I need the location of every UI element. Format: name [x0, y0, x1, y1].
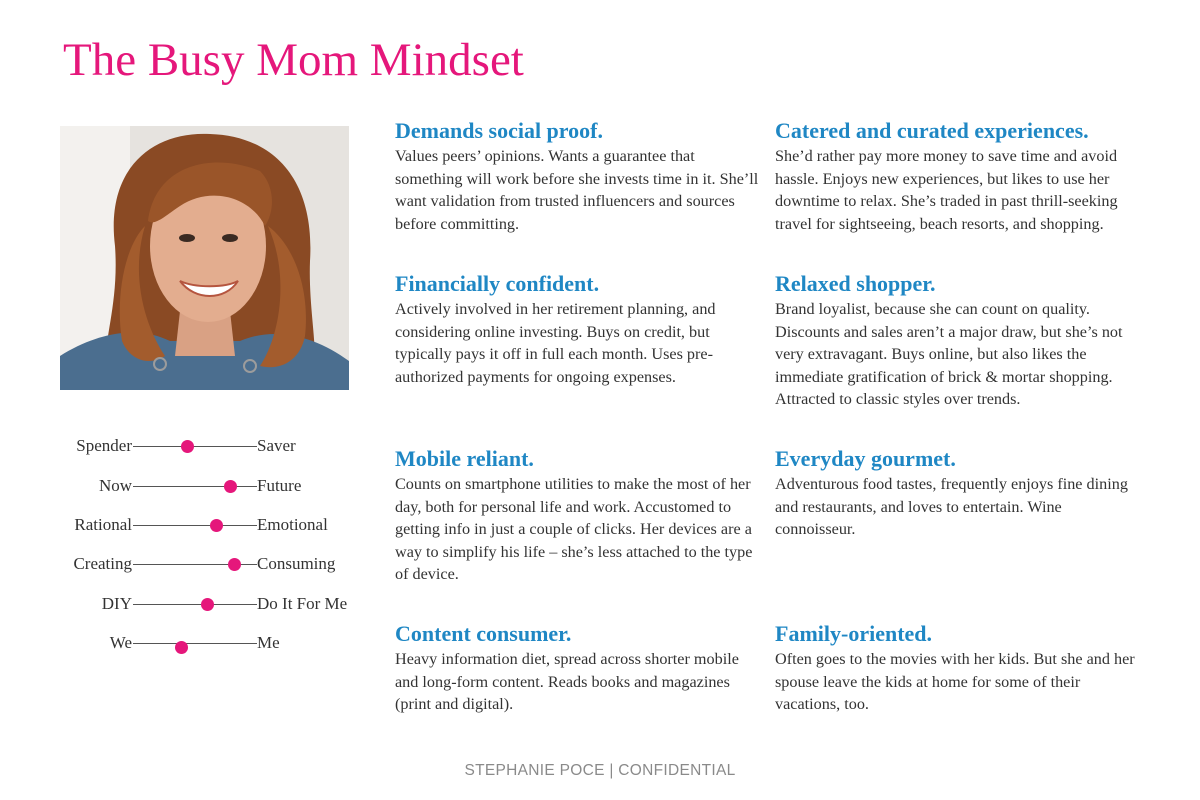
trait-block: [395, 271, 760, 388]
trait-description: Adventurous food tastes, frequently enjoys fine dining and restaurants, and loves to entertain. Wine connoisseur.: [775, 475, 1128, 538]
slider-left-label: Creating: [73, 554, 132, 573]
trait-description: Values peers’ opinions. Wants a guarantee that something will work before she invests time in it. She’ll want validation from trusted influencers and sources before committing.: [395, 147, 759, 233]
slider-right-label: Consuming: [257, 554, 336, 573]
footer-confidential: STEPHANIE POCE | CONFIDENTIAL: [464, 762, 736, 779]
slider-marker: [210, 519, 223, 532]
slider-spender-saver: [0, 434, 400, 458]
slider-left-label: Rational: [74, 515, 132, 534]
trait-heading: Demands social proof.: [395, 118, 603, 143]
trait-heading: Family-oriented.: [775, 621, 933, 646]
trait-description: Brand loyalist, because she can count on quality. Discounts and sales aren’t a major draw, but she’s not very extravagant. Buys online, but also likes the immediate gratification of brick & mortar shopping. Attracted to classic styles over trends.: [775, 300, 1123, 408]
slider-track: [133, 486, 257, 487]
slider-marker: [228, 558, 241, 571]
slider-right-label: Do It For Me: [257, 594, 348, 613]
slider-left-label: We: [109, 633, 132, 652]
trait-description: She’d rather pay more money to save time and avoid hassle. Enjoys new experiences, but likes to use her downtime to relax. She’s traded in past thrill-seeking travel for sightseeing, beach resorts, and shopping.: [775, 147, 1118, 233]
slider-rational-emotional: [0, 513, 400, 537]
trait-heading: Catered and curated experiences.: [775, 118, 1089, 143]
slider-diy-do-it-for-me: [0, 592, 400, 616]
trait-heading: Financially confident.: [395, 271, 600, 296]
persona-portrait: [60, 126, 349, 390]
slider-track: [133, 604, 257, 605]
trait-block: [395, 446, 760, 586]
trait-heading: Relaxed shopper.: [775, 271, 936, 296]
page-title: The Busy Mom Mindset: [63, 34, 524, 86]
trait-block: [775, 446, 1140, 541]
trait-heading: Mobile reliant.: [395, 446, 534, 471]
slider-track: [133, 564, 257, 565]
slider-marker: [201, 598, 214, 611]
slider-left-label: Spender: [76, 436, 132, 455]
slider-left-label: DIY: [101, 594, 132, 613]
trait-description: Counts on smartphone utilities to make the most of her day, both for personal life and work. Accustomed to getting info in just a couple of clicks. Her devices are a way to simplify his life – she’s less attached to the type of device.: [395, 475, 753, 583]
trait-description: Actively involved in her retirement planning, and considering online investing. Buys on credit, but typically pays it off in full each month. Uses pre-authorized payments for ongoing expenses.: [395, 300, 716, 386]
trait-heading: Everyday gourmet.: [775, 446, 956, 471]
trait-block: [775, 118, 1140, 235]
slider-right-label: Saver: [257, 436, 296, 455]
slider-we-me: [0, 631, 400, 655]
persona-photo-illustration: [60, 126, 349, 390]
trait-block: [395, 118, 760, 235]
slider-marker: [181, 440, 194, 453]
trait-block: [775, 271, 1140, 411]
slider-track: [133, 525, 257, 526]
slider-right-label: Future: [257, 476, 302, 495]
trait-description: Heavy information diet, spread across shorter mobile and long-form content. Reads books and magazines (print and digital).: [395, 650, 739, 713]
trait-block: [775, 621, 1140, 716]
slider-marker: [224, 480, 237, 493]
slider-marker: [175, 641, 188, 654]
slider-now-future: [0, 474, 400, 498]
slider-creating-consuming: [0, 552, 400, 576]
trait-description: Often goes to the movies with her kids. But she and her spouse leave the kids at home for some of their vacations, too.: [775, 650, 1135, 713]
slider-track: [133, 446, 257, 447]
trait-heading: Content consumer.: [395, 621, 572, 646]
trait-block: [395, 621, 760, 716]
slider-left-label: Now: [98, 476, 132, 495]
slider-right-label: Emotional: [257, 515, 328, 534]
slider-right-label: Me: [257, 633, 280, 652]
slider-track: [133, 643, 257, 644]
